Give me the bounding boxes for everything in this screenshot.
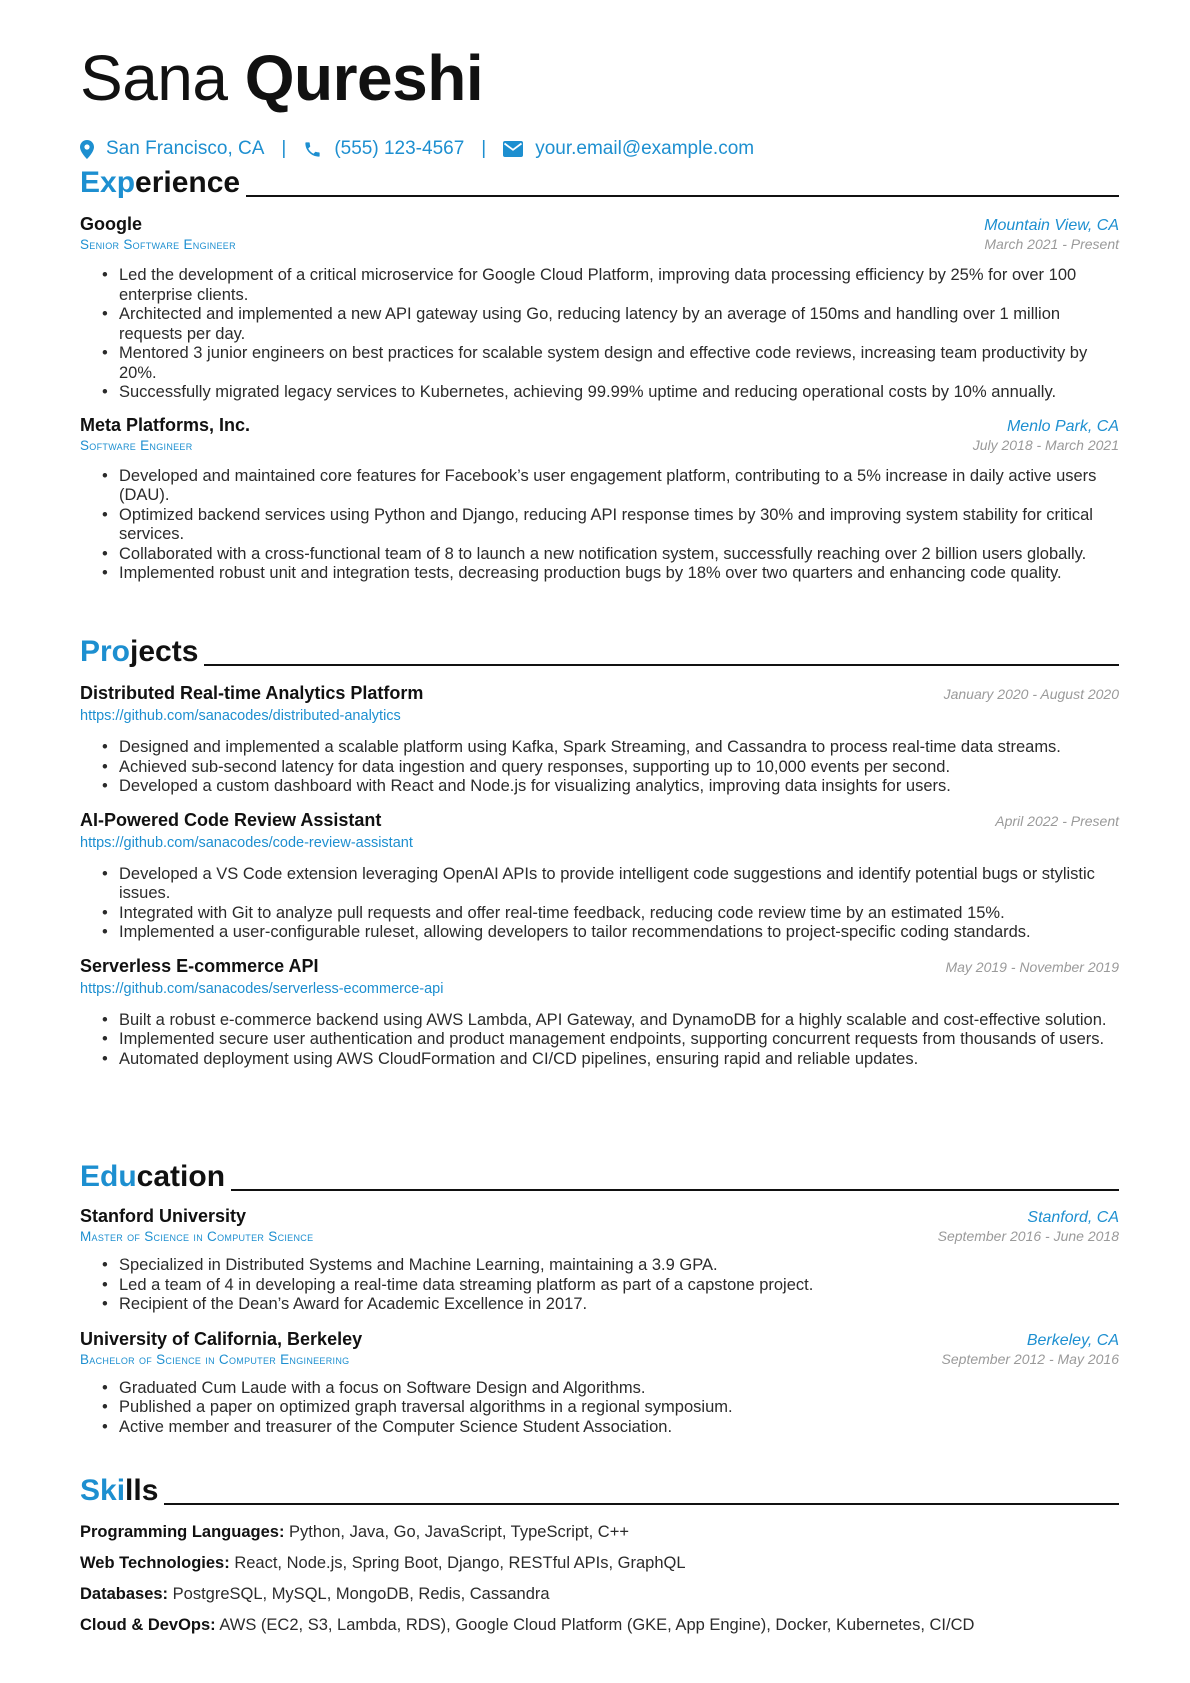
education-entry bbox=[80, 1206, 1119, 1315]
experience-section bbox=[80, 158, 1119, 584]
location-text: San Francisco, CA bbox=[106, 138, 265, 159]
list-item: • Led the development of a critical microservice for Google Cloud Platform, improving data processing efficiency by 25% for over 100 enterprise clients. bbox=[102, 266, 1119, 305]
section-title-accent: Pro bbox=[80, 635, 131, 668]
project-link[interactable]: https://github.com/sanacodes/serverless-ecommerce-api bbox=[80, 980, 444, 997]
list-item: • Active member and treasurer of the Computer Science Student Association. bbox=[102, 1418, 1119, 1438]
section-title bbox=[80, 166, 240, 200]
bullet-list bbox=[80, 467, 1119, 584]
resume-header bbox=[80, 40, 1120, 160]
company-name: Meta Platforms, Inc. bbox=[80, 414, 251, 435]
skill-label: Web Technologies: bbox=[80, 1554, 230, 1572]
school-location: Berkeley, CA bbox=[1026, 1331, 1119, 1349]
list-item: • Automated deployment using AWS CloudFormation and CI/CD pipelines, ensuring rapid and reliable updates. bbox=[102, 1050, 1119, 1070]
skill-label: Cloud & DevOps: bbox=[80, 1616, 216, 1634]
section-title bbox=[80, 1474, 158, 1508]
section-rule bbox=[164, 1503, 1119, 1505]
contact-line bbox=[80, 138, 1120, 160]
section-title bbox=[80, 635, 198, 669]
candidate-name bbox=[80, 40, 1120, 116]
section-title-accent: Edu bbox=[80, 1160, 137, 1193]
degree: Bachelor of Science in Computer Engineering bbox=[80, 1351, 350, 1367]
list-item: • Built a robust e-commerce backend using AWS Lambda, API Gateway, and DynamoDB for a highly scalable and cost-effective solution. bbox=[102, 1011, 1119, 1031]
job-dates: July 2018 - March 2021 bbox=[972, 436, 1119, 453]
skill-value: Python, Java, Go, JavaScript, TypeScript, C++ bbox=[289, 1523, 629, 1541]
project-entry bbox=[80, 683, 1119, 797]
last-name: Qureshi bbox=[244, 42, 484, 114]
bullet-list bbox=[80, 266, 1119, 403]
projects-section bbox=[80, 627, 1119, 1069]
skill-value: React, Node.js, Spring Boot, Django, RESTful APIs, GraphQL bbox=[234, 1554, 686, 1572]
job-location: Mountain View, CA bbox=[984, 217, 1119, 234]
list-item: • Implemented secure user authentication and product management endpoints, supporting concurrent requests from thousands of users. bbox=[102, 1030, 1119, 1050]
skill-label: Databases: bbox=[80, 1585, 169, 1603]
experience-entry bbox=[80, 214, 1119, 403]
list-item: • Achieved sub-second latency for data ingestion and query responses, supporting up to 10,000 events per second. bbox=[102, 758, 1119, 778]
school-name: University of California, Berkeley bbox=[80, 1328, 363, 1349]
contact-email[interactable] bbox=[503, 138, 754, 160]
section-heading bbox=[80, 627, 1119, 669]
email-text[interactable]: your.email@example.com bbox=[535, 138, 755, 159]
contact-phone[interactable] bbox=[303, 138, 464, 160]
project-entry bbox=[80, 956, 1119, 1070]
section-title-accent: Exp bbox=[80, 166, 136, 199]
section-rule bbox=[204, 664, 1119, 666]
bullet-list bbox=[80, 865, 1119, 943]
project-dates: January 2020 - August 2020 bbox=[943, 686, 1119, 702]
experience-entry bbox=[80, 415, 1119, 584]
project-name: AI-Powered Code Review Assistant bbox=[80, 809, 382, 830]
job-title: Senior Software Engineer bbox=[80, 237, 236, 252]
section-title-rest: lls bbox=[125, 1474, 159, 1507]
phone-icon bbox=[303, 140, 322, 159]
section-rule bbox=[231, 1189, 1119, 1191]
section-rule bbox=[246, 195, 1119, 197]
job-title: Software Engineer bbox=[80, 437, 193, 453]
project-link[interactable]: https://github.com/sanacodes/code-review-assistant bbox=[80, 834, 413, 851]
project-dates: May 2019 - November 2019 bbox=[945, 958, 1119, 975]
list-item: • Led a team of 4 in developing a real-time data streaming platform as part of a capstone project. bbox=[102, 1276, 1119, 1296]
list-item: • Developed a VS Code extension leveraging OpenAI APIs to provide intelligent code suggestions and identify potential bugs or stylistic issues. bbox=[102, 865, 1119, 904]
list-item: • Developed and maintained core features for Facebook’s user engagement platform, contributing to a 5% increase in daily active users (DAU). bbox=[102, 467, 1119, 506]
list-item: • Implemented a user-configurable ruleset, allowing developers to tailor recommendations to project-specific coding standards. bbox=[102, 923, 1119, 943]
project-entry bbox=[80, 810, 1119, 943]
skill-value: PostgreSQL, MySQL, MongoDB, Redis, Cassandra bbox=[172, 1585, 550, 1603]
list-item: • Implemented robust unit and integration tests, decreasing production bugs by 18% over two quarters and enhancing code quality. bbox=[102, 564, 1119, 584]
education-section bbox=[80, 1152, 1119, 1437]
project-name: Distributed Real-time Analytics Platform bbox=[80, 683, 424, 703]
section-title-rest: cation bbox=[136, 1160, 226, 1193]
section-heading bbox=[80, 158, 1119, 200]
bullet-list bbox=[80, 1011, 1119, 1070]
contact-location bbox=[80, 138, 264, 160]
education-dates: September 2016 - June 2018 bbox=[937, 1228, 1119, 1244]
section-title-accent: Ski bbox=[80, 1474, 126, 1507]
project-link[interactable]: https://github.com/sanacodes/distributed-analytics bbox=[80, 708, 401, 724]
job-dates: March 2021 - Present bbox=[984, 236, 1119, 252]
list-item: • Integrated with Git to analyze pull requests and offer real-time feedback, reducing code review time by an estimated 15%. bbox=[102, 904, 1119, 924]
section-heading bbox=[80, 1152, 1119, 1194]
skill-row bbox=[80, 1522, 1119, 1542]
section-title bbox=[80, 1160, 225, 1194]
list-item: • Developed a custom dashboard with React and Node.js for visualizing analytics, improving data insights for users. bbox=[102, 777, 1119, 797]
education-entry bbox=[80, 1329, 1119, 1438]
map-pin-icon bbox=[80, 140, 94, 159]
skill-row bbox=[80, 1615, 1119, 1635]
list-item: • Mentored 3 junior engineers on best practices for scalable system design and effective code reviews, increasing team productivity by 20%. bbox=[102, 344, 1119, 383]
list-item: • Published a paper on optimized graph traversal algorithms in a regional symposium. bbox=[102, 1398, 1119, 1418]
list-item: • Architected and implemented a new API gateway using Go, reducing latency by an average of 150ms and handling over 1 million requests per day. bbox=[102, 305, 1119, 344]
list-item: • Graduated Cum Laude with a focus on Software Design and Algorithms. bbox=[102, 1379, 1119, 1399]
education-dates: September 2012 - May 2016 bbox=[941, 1350, 1119, 1367]
job-location: Menlo Park, CA bbox=[1006, 417, 1119, 435]
section-heading bbox=[80, 1466, 1119, 1508]
bullet-list bbox=[80, 1256, 1119, 1315]
list-item: • Collaborated with a cross-functional team of 8 to launch a new notification system, successfully reaching over 2 billion users globally. bbox=[102, 545, 1119, 565]
list-item: • Designed and implemented a scalable platform using Kafka, Spark Streaming, and Cassandra to process real-time data streams. bbox=[102, 738, 1119, 758]
skill-value: AWS (EC2, S3, Lambda, RDS), Google Cloud Platform (GKE, App Engine), Docker, Kubernetes, CI/CD bbox=[219, 1616, 975, 1634]
contact-separator: | bbox=[481, 138, 487, 159]
list-item: • Successfully migrated legacy services to Kubernetes, achieving 99.99% uptime and reducing operational costs by 10% annually. bbox=[102, 383, 1119, 403]
school-name: Stanford University bbox=[80, 1206, 247, 1226]
list-item: • Optimized backend services using Python and Django, reducing API response times by 30% and improving system stability for critical services. bbox=[102, 506, 1119, 545]
bullet-list bbox=[80, 1379, 1119, 1438]
first-name: Sana bbox=[80, 42, 228, 114]
degree: Master of Science in Computer Science bbox=[80, 1229, 314, 1244]
section-title-rest: jects bbox=[130, 635, 199, 668]
envelope-icon bbox=[503, 141, 523, 157]
list-item: • Specialized in Distributed Systems and Machine Learning, maintaining a 3.9 GPA. bbox=[102, 1256, 1119, 1276]
project-name: Serverless E-commerce API bbox=[80, 955, 319, 976]
skill-row bbox=[80, 1584, 1119, 1604]
bullet-list bbox=[80, 738, 1119, 797]
school-location: Stanford, CA bbox=[1027, 1209, 1119, 1226]
project-dates: April 2022 - Present bbox=[995, 812, 1119, 829]
section-title-rest: erience bbox=[135, 166, 241, 199]
phone-text[interactable]: (555) 123-4567 bbox=[334, 138, 465, 159]
company-name: Google bbox=[80, 214, 142, 234]
list-item: • Recipient of the Dean’s Award for Academic Excellence in 2017. bbox=[102, 1295, 1119, 1315]
skill-label: Programming Languages: bbox=[80, 1523, 285, 1541]
skill-row bbox=[80, 1553, 1119, 1573]
contact-separator: | bbox=[281, 138, 287, 159]
skills-section bbox=[80, 1466, 1119, 1635]
